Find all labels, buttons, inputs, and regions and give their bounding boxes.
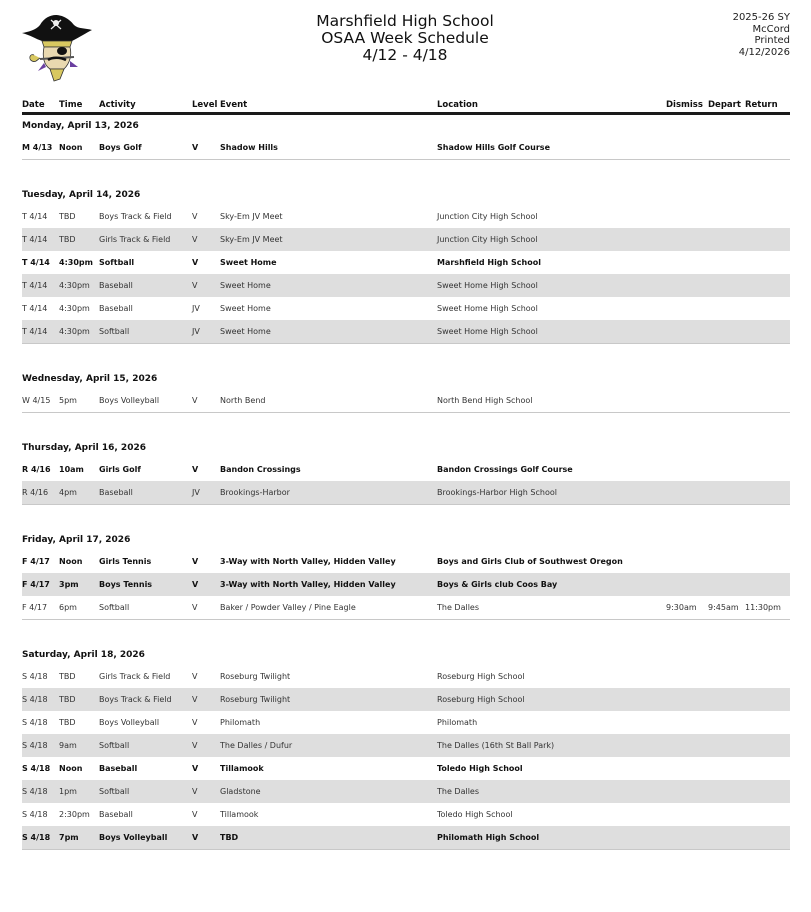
cell-time: 1pm bbox=[59, 787, 77, 796]
cell-event: Sky-Em JV Meet bbox=[220, 235, 283, 244]
cell-location: The Dalles (16th St Ball Park) bbox=[437, 741, 555, 750]
cell-event: Sky-Em JV Meet bbox=[220, 212, 283, 221]
cell-date: T 4/14 bbox=[22, 258, 50, 267]
cell-location: Sweet Home High School bbox=[437, 304, 538, 313]
cell-time: Noon bbox=[59, 143, 83, 152]
table-row bbox=[22, 274, 790, 297]
cell-date: T 4/14 bbox=[22, 327, 48, 336]
table-row bbox=[22, 780, 790, 803]
cell-level: V bbox=[192, 787, 198, 796]
cell-level: V bbox=[192, 672, 198, 681]
table-row bbox=[22, 573, 790, 596]
day-heading: Thursday, April 16, 2026 bbox=[22, 443, 146, 453]
cell-date: M 4/13 bbox=[22, 143, 53, 152]
report-title-block bbox=[250, 13, 560, 64]
table-row bbox=[22, 711, 790, 734]
cell-event: 3-Way with North Valley, Hidden Valley bbox=[220, 557, 396, 566]
cell-level: V bbox=[192, 580, 199, 589]
table-row bbox=[22, 481, 790, 505]
printed-date: 4/12/2026 bbox=[738, 46, 790, 58]
table-row bbox=[22, 665, 790, 688]
date-range: 4/12 - 4/18 bbox=[362, 46, 448, 64]
cell-date: T 4/14 bbox=[22, 304, 48, 313]
table-row bbox=[22, 688, 790, 711]
cell-depart: 9:45am bbox=[708, 603, 739, 612]
cell-time: TBD bbox=[59, 695, 76, 704]
day-group bbox=[22, 116, 790, 160]
cell-time: TBD bbox=[59, 718, 76, 727]
cell-level: JV bbox=[192, 304, 200, 313]
table-row bbox=[22, 596, 790, 620]
cell-event: Bandon Crossings bbox=[220, 465, 301, 474]
cell-activity: Softball bbox=[99, 327, 130, 336]
school-year: 2025-26 SY bbox=[732, 12, 790, 23]
cell-date: F 4/17 bbox=[22, 557, 50, 566]
cell-location: Shadow Hills Golf Course bbox=[437, 143, 550, 152]
cell-date: W 4/15 bbox=[22, 396, 51, 405]
pirate-mascot-logo-icon bbox=[20, 13, 94, 83]
cell-location: The Dalles bbox=[437, 787, 480, 796]
column-header-dismiss: Dismiss bbox=[666, 100, 703, 110]
cell-event: Baker / Powder Valley / Pine Eagle bbox=[220, 603, 356, 612]
column-header-date: Date bbox=[22, 100, 45, 110]
cell-level: V bbox=[192, 764, 199, 773]
cell-date: T 4/14 bbox=[22, 212, 48, 221]
cell-date: S 4/18 bbox=[22, 695, 48, 704]
cell-date: S 4/18 bbox=[22, 672, 48, 681]
cell-date: F 4/17 bbox=[22, 603, 48, 612]
day-group bbox=[22, 369, 790, 413]
table-row bbox=[22, 550, 790, 573]
cell-level: V bbox=[192, 212, 198, 221]
cell-event: Tillamook bbox=[220, 810, 259, 819]
cell-location: The Dalles bbox=[437, 603, 480, 612]
cell-time: 6pm bbox=[59, 603, 77, 612]
cell-event: Shadow Hills bbox=[220, 143, 278, 152]
cell-activity: Boys Golf bbox=[99, 143, 142, 152]
cell-level: JV bbox=[192, 327, 200, 336]
day-group bbox=[22, 185, 790, 344]
day-heading: Wednesday, April 15, 2026 bbox=[22, 374, 158, 384]
day-heading: Tuesday, April 14, 2026 bbox=[22, 190, 141, 200]
cell-activity: Softball bbox=[99, 603, 130, 612]
printed-label: Printed bbox=[754, 35, 790, 46]
table-row bbox=[22, 205, 790, 228]
table-row bbox=[22, 803, 790, 826]
cell-time: 7pm bbox=[59, 833, 79, 842]
schedule-table bbox=[22, 116, 790, 875]
cell-event: Sweet Home bbox=[220, 304, 271, 313]
cell-event: North Bend bbox=[220, 396, 266, 405]
cell-event: Roseburg Twilight bbox=[220, 672, 291, 681]
author: McCord bbox=[752, 23, 790, 35]
cell-level: V bbox=[192, 718, 198, 727]
cell-activity: Girls Track & Field bbox=[99, 235, 171, 244]
cell-activity: Boys Track & Field bbox=[99, 212, 172, 221]
cell-time: 3pm bbox=[59, 580, 79, 589]
column-header-event: Event bbox=[220, 100, 248, 110]
cell-event: TBD bbox=[220, 833, 239, 842]
cell-location: Junction City High School bbox=[437, 212, 538, 221]
day-heading: Friday, April 17, 2026 bbox=[22, 535, 131, 545]
column-header-row bbox=[22, 100, 790, 115]
cell-location: Sweet Home High School bbox=[437, 327, 538, 336]
cell-level: V bbox=[192, 396, 198, 405]
cell-activity: Baseball bbox=[99, 810, 133, 819]
cell-time: Noon bbox=[59, 557, 83, 566]
cell-location: Boys & Girls club Coos Bay bbox=[437, 580, 558, 589]
day-group bbox=[22, 645, 790, 850]
cell-level: V bbox=[192, 810, 198, 819]
table-row bbox=[22, 228, 790, 251]
cell-activity: Boys Volleyball bbox=[99, 718, 160, 727]
table-row bbox=[22, 297, 790, 320]
cell-activity: Softball bbox=[99, 258, 135, 267]
cell-date: R 4/16 bbox=[22, 465, 51, 474]
table-row bbox=[22, 389, 790, 413]
cell-activity: Boys Track & Field bbox=[99, 695, 172, 704]
cell-activity: Boys Tennis bbox=[99, 580, 153, 589]
cell-date: S 4/18 bbox=[22, 741, 48, 750]
cell-date: S 4/18 bbox=[22, 718, 48, 727]
table-row bbox=[22, 136, 790, 160]
cell-location: Boys and Girls Club of Southwest Oregon bbox=[437, 557, 623, 566]
table-row bbox=[22, 320, 790, 344]
cell-return: 11:30pm bbox=[745, 603, 781, 612]
cell-activity: Boys Volleyball bbox=[99, 833, 168, 842]
day-group bbox=[22, 530, 790, 620]
report-meta bbox=[733, 12, 790, 58]
cell-event: Roseburg Twilight bbox=[220, 695, 291, 704]
cell-dismiss: 9:30am bbox=[666, 603, 697, 612]
cell-location: Philomath High School bbox=[437, 833, 540, 842]
cell-activity: Boys Volleyball bbox=[99, 396, 160, 405]
cell-time: 4:30pm bbox=[59, 304, 90, 313]
cell-event: 3-Way with North Valley, Hidden Valley bbox=[220, 580, 396, 589]
cell-event: Sweet Home bbox=[220, 327, 271, 336]
column-header-location: Location bbox=[437, 100, 478, 110]
day-group bbox=[22, 438, 790, 505]
cell-activity: Girls Tennis bbox=[99, 557, 152, 566]
cell-activity: Baseball bbox=[99, 488, 133, 497]
day-heading: Monday, April 13, 2026 bbox=[22, 121, 139, 131]
cell-activity: Girls Golf bbox=[99, 465, 141, 474]
cell-location: Marshfield High School bbox=[437, 258, 541, 267]
report-title: OSAA Week Schedule bbox=[321, 29, 489, 47]
cell-date: S 4/18 bbox=[22, 787, 48, 796]
cell-activity: Girls Track & Field bbox=[99, 672, 171, 681]
column-header-depart: Depart bbox=[708, 100, 741, 110]
cell-time: 4:30pm bbox=[59, 281, 90, 290]
cell-date: S 4/18 bbox=[22, 764, 51, 773]
cell-level: V bbox=[192, 557, 199, 566]
cell-location: North Bend High School bbox=[437, 396, 533, 405]
cell-activity: Baseball bbox=[99, 764, 138, 773]
cell-date: R 4/16 bbox=[22, 488, 49, 497]
cell-time: TBD bbox=[59, 235, 76, 244]
cell-time: 4:30pm bbox=[59, 258, 93, 267]
cell-activity: Softball bbox=[99, 787, 130, 796]
table-row bbox=[22, 826, 790, 850]
cell-level: V bbox=[192, 603, 198, 612]
cell-location: Bandon Crossings Golf Course bbox=[437, 465, 573, 474]
cell-date: T 4/14 bbox=[22, 281, 48, 290]
cell-time: 4pm bbox=[59, 488, 77, 497]
table-row bbox=[22, 458, 790, 481]
cell-date: F 4/17 bbox=[22, 580, 50, 589]
cell-event: The Dalles / Dufur bbox=[220, 741, 293, 750]
cell-time: 5pm bbox=[59, 396, 77, 405]
cell-time: 9am bbox=[59, 741, 77, 750]
cell-level: V bbox=[192, 281, 198, 290]
table-row bbox=[22, 251, 790, 274]
column-header-return: Return bbox=[745, 100, 778, 110]
cell-date: T 4/14 bbox=[22, 235, 48, 244]
cell-time: TBD bbox=[59, 672, 76, 681]
cell-event: Sweet Home bbox=[220, 281, 271, 290]
cell-time: 2:30pm bbox=[59, 810, 90, 819]
column-header-level: Level bbox=[192, 100, 218, 110]
cell-level: V bbox=[192, 833, 199, 842]
cell-location: Brookings-Harbor High School bbox=[437, 488, 557, 497]
cell-level: V bbox=[192, 235, 198, 244]
table-row bbox=[22, 734, 790, 757]
cell-location: Toledo High School bbox=[437, 810, 513, 819]
cell-time: 10am bbox=[59, 465, 84, 474]
cell-event: Sweet Home bbox=[220, 258, 277, 267]
cell-level: JV bbox=[192, 488, 200, 497]
cell-location: Sweet Home High School bbox=[437, 281, 538, 290]
cell-activity: Baseball bbox=[99, 304, 133, 313]
cell-time: TBD bbox=[59, 212, 76, 221]
cell-level: V bbox=[192, 465, 199, 474]
column-header-time: Time bbox=[59, 100, 83, 110]
cell-location: Roseburg High School bbox=[437, 695, 525, 704]
cell-event: Tillamook bbox=[220, 764, 264, 773]
cell-location: Philomath bbox=[437, 718, 478, 727]
cell-level: V bbox=[192, 143, 199, 152]
cell-time: Noon bbox=[59, 764, 83, 773]
cell-level: V bbox=[192, 695, 198, 704]
cell-time: 4:30pm bbox=[59, 327, 90, 336]
cell-event: Gladstone bbox=[220, 787, 261, 796]
cell-event: Philomath bbox=[220, 718, 261, 727]
table-row bbox=[22, 757, 790, 780]
column-header-activity: Activity bbox=[99, 100, 136, 110]
cell-level: V bbox=[192, 258, 199, 267]
cell-event: Brookings-Harbor bbox=[220, 488, 290, 497]
cell-location: Junction City High School bbox=[437, 235, 538, 244]
cell-location: Roseburg High School bbox=[437, 672, 525, 681]
cell-activity: Baseball bbox=[99, 281, 133, 290]
cell-location: Toledo High School bbox=[437, 764, 523, 773]
cell-level: V bbox=[192, 741, 198, 750]
day-heading: Saturday, April 18, 2026 bbox=[22, 650, 145, 660]
school-name: Marshfield High School bbox=[316, 12, 494, 30]
cell-date: S 4/18 bbox=[22, 833, 51, 842]
cell-activity: Softball bbox=[99, 741, 130, 750]
cell-date: S 4/18 bbox=[22, 810, 48, 819]
